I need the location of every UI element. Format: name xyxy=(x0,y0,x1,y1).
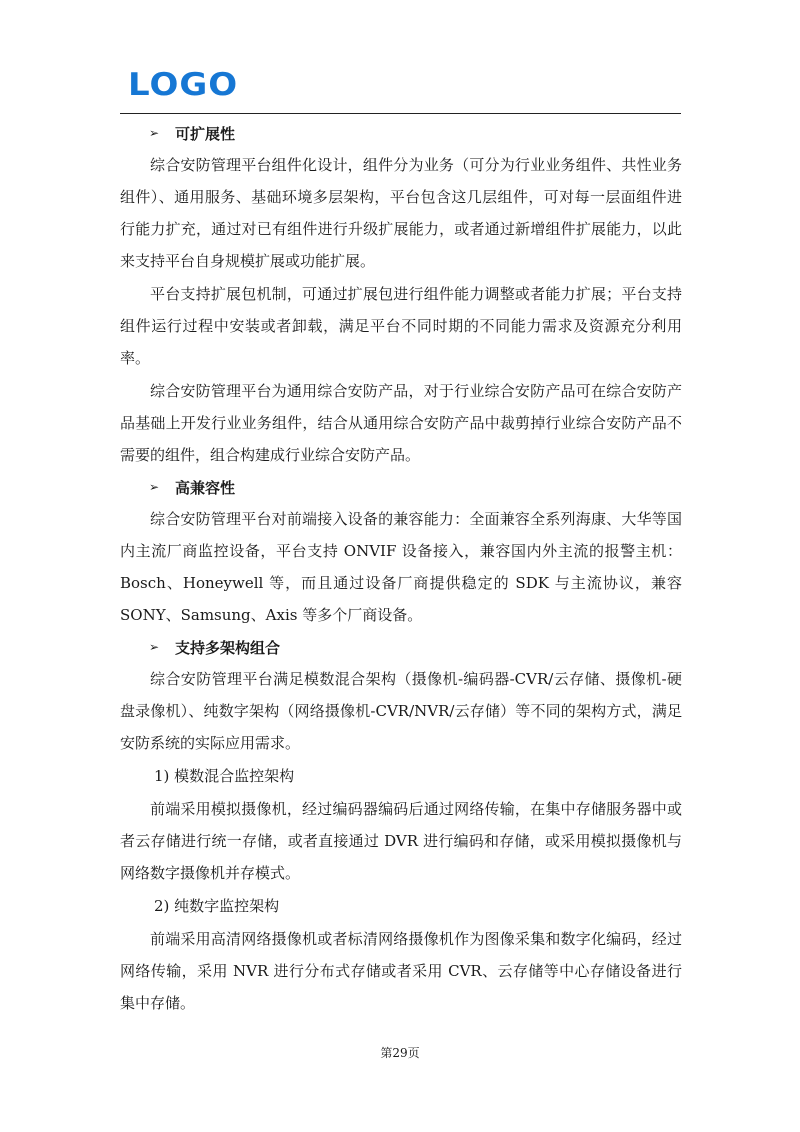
arrow-bullet-icon: ➢ xyxy=(149,480,160,494)
paragraph: 综合安防管理平台满足模数混合架构（摄像机-编码器-CVR/云存储、摄像机-硬盘录像机）、纯数字架构（网络摄像机-CVR/NVR/云存储）等不同的架构方式，满足安防系统的实际应用需求。 xyxy=(120,670,682,752)
paragraph: 平台支持扩展包机制，可通过扩展包进行组件能力调整或者能力扩展；平台支持组件运行过程中安装或者卸载，满足平台不同时期的不同能力需求及资源充分利用率。 xyxy=(120,285,682,367)
section-heading-label: 支持多架构组合 xyxy=(175,638,281,657)
document-body xyxy=(120,118,682,1020)
section-heading-architecture xyxy=(149,632,682,662)
page-number: 第29页 xyxy=(380,1046,420,1060)
arrow-bullet-icon: ➢ xyxy=(149,126,160,140)
header-rule xyxy=(120,113,681,114)
section-heading-compatibility xyxy=(149,472,682,502)
paragraph: 综合安防管理平台为通用综合安防产品，对于行业综合安防产品可在综合安防产品基础上开发行业业务组件，结合从通用综合安防产品中裁剪掉行业综合安防产品不需要的组件，组合构建成行业综合安防产品。 xyxy=(120,382,682,464)
section-heading-scalability xyxy=(149,118,682,148)
section-heading-label: 高兼容性 xyxy=(175,478,236,497)
paragraph: 综合安防管理平台对前端接入设备的兼容能力：全面兼容全系列海康、大华等国内主流厂商监控设备，平台支持 ONVIF 设备接入，兼容国内外主流的报警主机：Bosch、Honeywell 等，而且通过设备厂商提供稳定的 SDK 与主流协议，兼容 SONY、Samsung、Axis 等多个厂商设备。 xyxy=(120,510,682,624)
arrow-bullet-icon: ➢ xyxy=(149,640,160,654)
paragraph: 前端采用模拟摄像机，经过编码器编码后通过网络传输，在集中存储服务器中或者云存储进行统一存储，或者直接通过 DVR 进行编码和存储，或采用模拟摄像机与网络数字摄像机并存模式。 xyxy=(120,800,682,882)
subheading: 1) 模数混合监控架构 xyxy=(154,767,295,785)
logo: LOGO xyxy=(128,66,239,104)
paragraph: 综合安防管理平台组件化设计，组件分为业务（可分为行业业务组件、共性业务组件）、通用服务、基础环境多层架构，平台包含这几层组件，可对每一层面组件进行能力扩充，通过对已有组件进行升级扩展能力，或者通过新增组件扩展能力，以此来支持平台自身规模扩展或功能扩展。 xyxy=(120,156,682,270)
subheading: 2) 纯数字监控架构 xyxy=(154,897,280,915)
section-heading-label: 可扩展性 xyxy=(175,124,236,143)
paragraph: 前端采用高清网络摄像机或者标清网络摄像机作为图像采集和数字化编码，经过网络传输，采用 NVR 进行分布式存储或者采用 CVR、云存储等中心存储设备进行集中存储。 xyxy=(120,930,682,1012)
